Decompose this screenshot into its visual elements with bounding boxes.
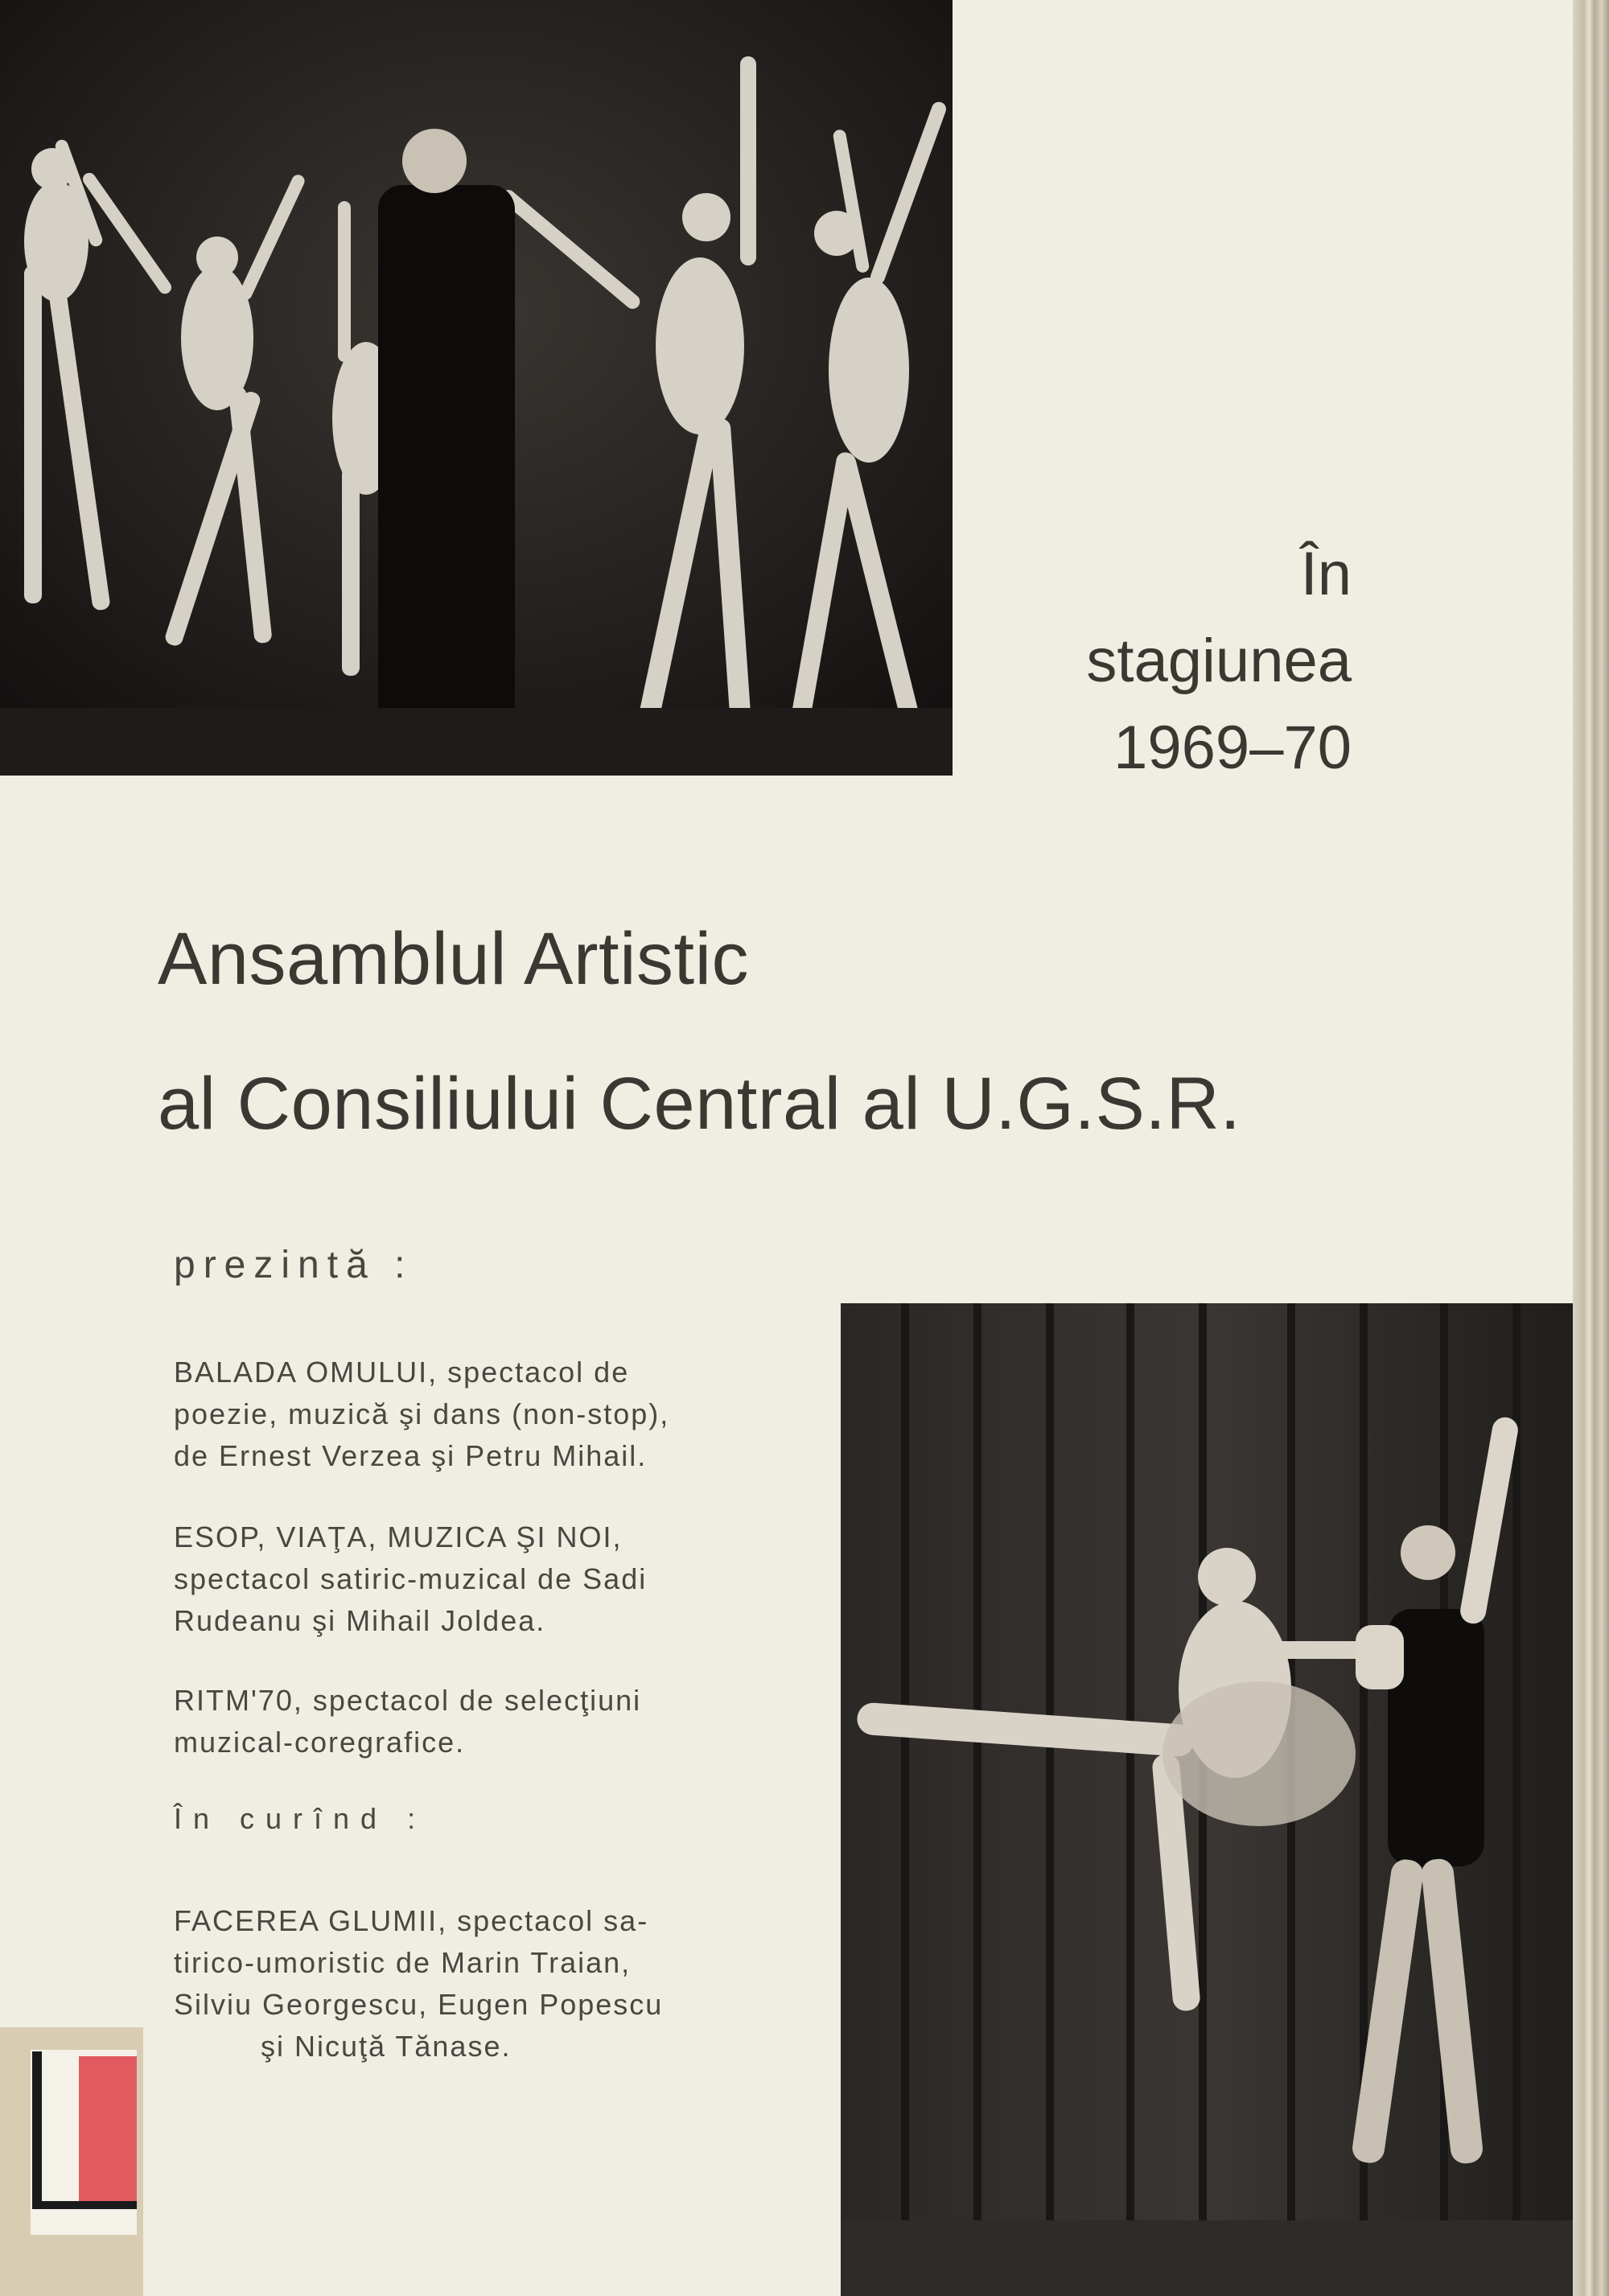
program-line: RITM'70, spectacol de selecţiuni — [174, 1684, 642, 1717]
page-edge — [1573, 0, 1609, 2296]
ensemble-dance-photo — [0, 0, 953, 776]
ensemble-dance-photo-image — [0, 0, 953, 776]
program-line: BALADA OMULUI, spectacol de — [174, 1356, 630, 1389]
sticker-base-line — [32, 2201, 137, 2209]
upcoming-line: FACEREA GLUMII, spectacol sa- — [174, 1904, 649, 1937]
program-line: de Ernest Verzea şi Petru Mihail. — [174, 1439, 648, 1472]
library-sticker — [0, 2027, 143, 2296]
program-line: ESOP, VIAŢA, MUZICA ŞI NOI, — [174, 1520, 623, 1553]
sticker-red-mark — [79, 2056, 137, 2201]
program-line: spectacol satiric-muzical de Sadi — [174, 1562, 648, 1595]
program-line: muzical-coregrafice. — [174, 1726, 466, 1759]
upcoming-line: şi Nicuţă Tănase. — [261, 2030, 512, 2063]
ballet-pair-photo — [841, 1303, 1579, 2296]
ensemble-title-line-1: Ansamblul Artistic — [158, 918, 750, 1000]
program-line: Rudeanu şi Mihail Joldea. — [174, 1604, 546, 1637]
program-item-balada-omului — [174, 1352, 721, 1477]
season-line-3: 1969–70 — [1113, 714, 1352, 782]
program-item-esop — [174, 1516, 721, 1642]
season-heading — [1086, 531, 1352, 792]
upcoming-item-facerea-glumii — [174, 1900, 721, 2068]
ensemble-title-line-2: al Consiliului Central al U.G.S.R. — [158, 1063, 1241, 1145]
upcoming-line: Silviu Georgescu, Eugen Popescu — [174, 1988, 664, 2021]
presents-label: prezintă : — [174, 1244, 414, 1286]
ballet-pair-photo-image — [841, 1303, 1579, 2296]
season-line-2: stagiunea — [1086, 627, 1352, 695]
program-item-ritm-70 — [174, 1680, 721, 1763]
program-line: poezie, muzică şi dans (non-stop), — [174, 1397, 670, 1430]
season-line-1: În — [1300, 540, 1352, 608]
upcoming-line: tirico-umoristic de Marin Traian, — [174, 1946, 632, 1979]
sticker-line — [32, 2051, 42, 2209]
upcoming-label: În curînd : — [174, 1802, 427, 1835]
